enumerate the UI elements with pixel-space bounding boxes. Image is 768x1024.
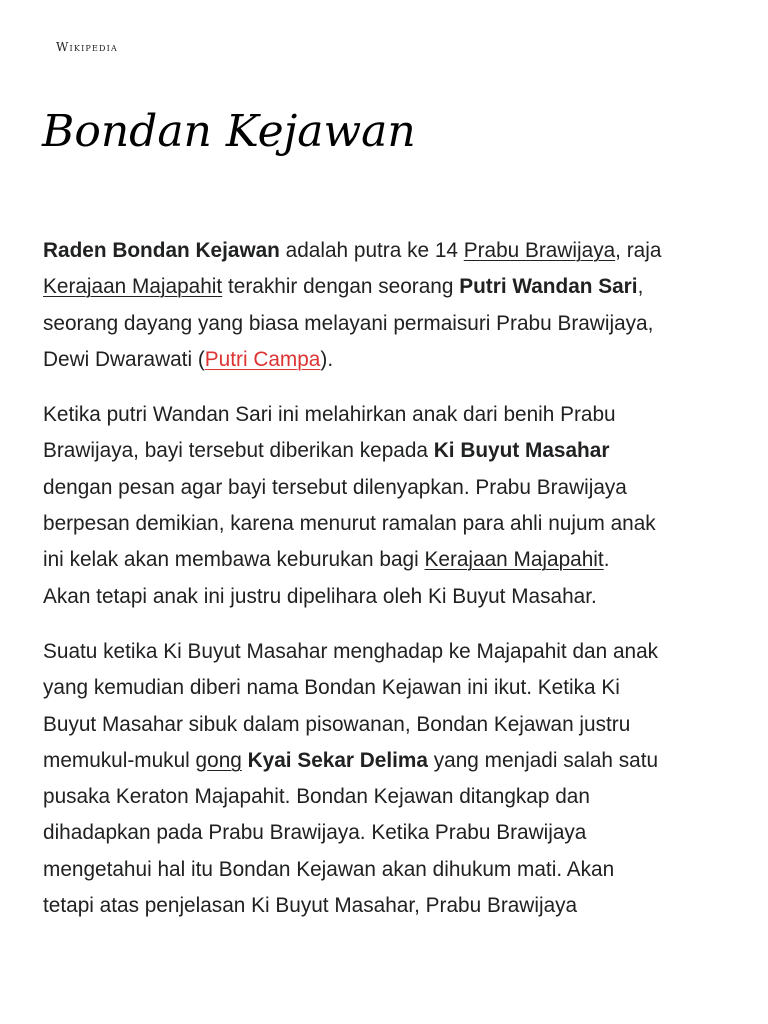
wikipedia-wordmark[interactable]: Wikipedia — [56, 40, 119, 54]
bold-term: Kyai Sekar Delima — [247, 748, 428, 772]
line: tetapi atas penjelasan Ki Buyut Masahar, Prabu Brawijaya — [43, 894, 578, 918]
text: memukul-mukul g — [43, 748, 208, 772]
paragraph-2 — [43, 397, 733, 615]
line: Suatu ketika Ki Buyut Masahar menghadap ke Majapahit dan anak — [43, 639, 659, 663]
line: Akan tetapi anak ini justru dipelihara oleh Ki Buyut Masahar. — [43, 584, 597, 608]
paragraph-3 — [43, 634, 733, 924]
line — [43, 348, 333, 371]
line — [43, 749, 658, 772]
line: dihadapkan pada Prabu Brawijaya. Ketika Prabu Brawijaya — [43, 821, 587, 845]
link-prabu-brawijaya[interactable]: Prabu Brawijaya — [463, 239, 616, 262]
article-body — [43, 233, 733, 943]
line — [43, 275, 643, 298]
bold-term: Raden Bondan Kejawan — [43, 239, 280, 262]
bold-term: Ki Buyut Masahar — [433, 439, 610, 463]
text: , — [637, 275, 644, 299]
text: , raja — [615, 239, 662, 262]
text: Dewi Dwarawati ( — [43, 347, 205, 371]
line: Ketika putri Wandan Sari ini melahirkan anak dari benih Prabu — [43, 403, 616, 427]
line: yang kemudian diberi nama Bondan Kejawan ini ikut. Ketika Ki — [43, 676, 620, 700]
line — [43, 239, 661, 262]
link-kerajaan-majapahit[interactable]: Kerajaan Majapahit — [424, 548, 604, 572]
line — [43, 548, 609, 571]
line: Buyut Masahar sibuk dalam pisowanan, Bondan Kejawan justru — [43, 712, 631, 736]
line: dengan pesan agar bayi tersebut dilenyapkan. Prabu Brawijaya — [43, 475, 627, 499]
link-gong[interactable]: ong — [207, 748, 242, 772]
line: berpesan demikian, karena menurut ramalan para ahli nujum anak — [43, 512, 656, 536]
link-kerajaan-majapahit[interactable]: Kerajaan Majapahit — [43, 275, 223, 299]
text: Brawijaya, bayi tersebut diberikan kepada — [43, 439, 434, 463]
line: mengetahui hal itu Bondan Kejawan akan dihukum mati. Akan — [43, 857, 615, 881]
text: ini kelak akan membawa keburukan bagi — [43, 548, 425, 572]
text: adalah putra ke 14 — [279, 239, 464, 262]
text: yang menjadi salah satu — [427, 748, 659, 772]
text: . — [603, 548, 610, 572]
text: ). — [320, 347, 334, 371]
line: seorang dayang yang biasa melayani permaisuri Prabu Brawijaya, — [43, 311, 654, 335]
line — [43, 439, 609, 462]
text: terakhir dengan seorang — [222, 275, 460, 299]
paragraph-1 — [43, 233, 733, 378]
line: pusaka Keraton Majapahit. Bondan Kejawan ditangkap dan — [43, 785, 590, 809]
bold-term: Putri Wandan Sari — [459, 275, 638, 299]
link-putri-campa[interactable]: Putri Campa — [204, 347, 321, 371]
page-title: Bondan Kejawan — [42, 106, 416, 157]
